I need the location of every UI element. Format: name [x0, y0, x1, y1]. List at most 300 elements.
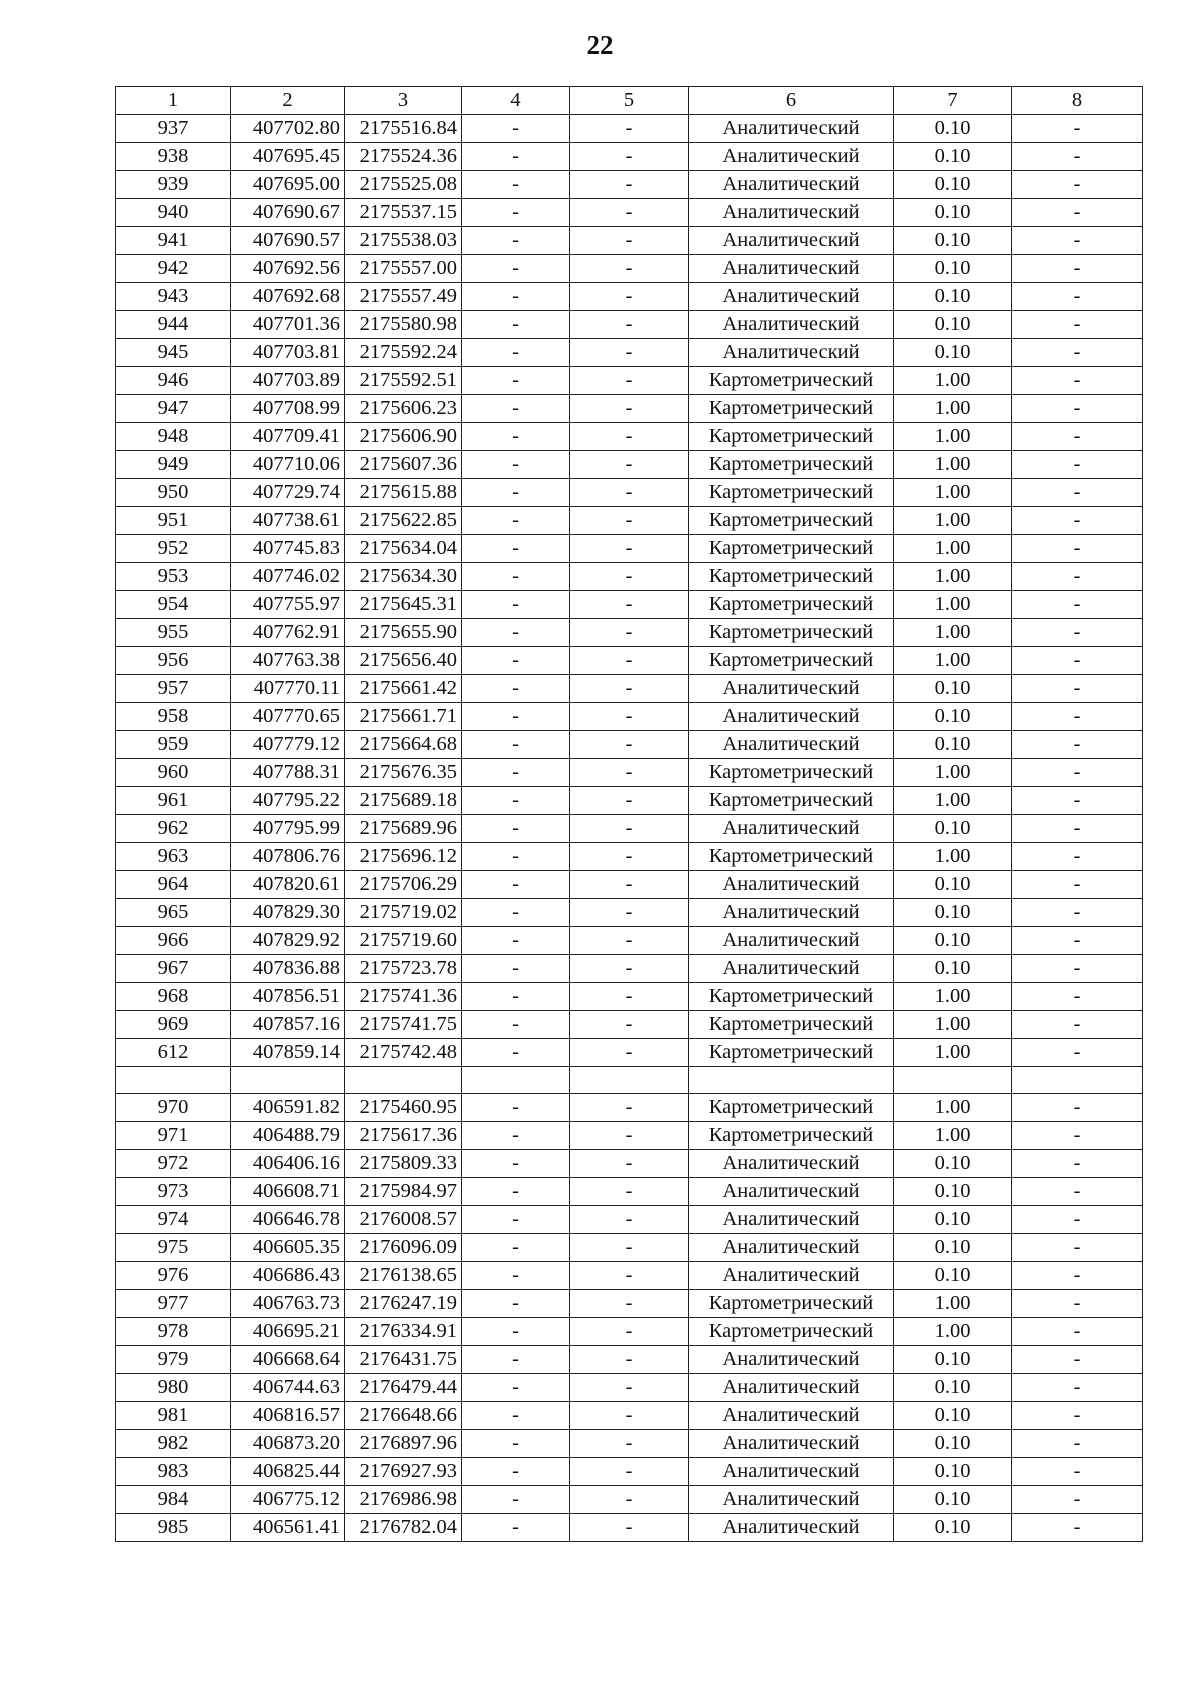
cell-coordinate-x: 407836.88: [231, 955, 345, 983]
cell-column-8: -: [1012, 115, 1143, 143]
cell-coordinate-x: 407695.00: [231, 171, 345, 199]
cell-coordinate-y: 2175661.42: [345, 675, 462, 703]
cell-column-8: -: [1012, 255, 1143, 283]
cell-column-8: -: [1012, 1430, 1143, 1458]
cell-column-8: -: [1012, 283, 1143, 311]
cell-coordinate-x: 407829.30: [231, 899, 345, 927]
table-row: [116, 983, 1143, 1011]
cell-coordinate-y: 2175676.35: [345, 759, 462, 787]
cell-column-8: -: [1012, 1374, 1143, 1402]
cell-accuracy: 0.10: [894, 143, 1012, 171]
cell-column-5: -: [570, 115, 689, 143]
cell-accuracy: 0.10: [894, 255, 1012, 283]
cell-coordinate-y: 2175460.95: [345, 1094, 462, 1122]
cell-coordinate-x: 407856.51: [231, 983, 345, 1011]
cell-method: Аналитический: [689, 1486, 894, 1514]
cell-coordinate-x: 407710.06: [231, 451, 345, 479]
cell-column-5: -: [570, 1430, 689, 1458]
cell-point-number: 975: [116, 1234, 231, 1262]
cell-accuracy: 1.00: [894, 1011, 1012, 1039]
cell-point-number: 938: [116, 143, 231, 171]
table-row: [116, 955, 1143, 983]
cell-column-8: -: [1012, 1402, 1143, 1430]
cell-method: Аналитический: [689, 1514, 894, 1542]
cell-column-4: -: [462, 647, 570, 675]
cell-coordinate-x: 407729.74: [231, 479, 345, 507]
cell-accuracy: 0.10: [894, 927, 1012, 955]
cell-method: Картометрический: [689, 759, 894, 787]
cell-point-number: 946: [116, 367, 231, 395]
cell-point-number: 981: [116, 1402, 231, 1430]
cell-accuracy: 1.00: [894, 1039, 1012, 1067]
cell-coordinate-y: 2175538.03: [345, 227, 462, 255]
cell-coordinate-x: 406695.21: [231, 1318, 345, 1346]
cell-column-5: -: [570, 1178, 689, 1206]
table-row: [116, 563, 1143, 591]
cell-coordinate-x: 406775.12: [231, 1486, 345, 1514]
cell-column-8: -: [1012, 647, 1143, 675]
cell-coordinate-y: 2175606.90: [345, 423, 462, 451]
table-row: [116, 255, 1143, 283]
cell-accuracy: 1.00: [894, 451, 1012, 479]
cell-point-number: 952: [116, 535, 231, 563]
cell-accuracy: 1.00: [894, 843, 1012, 871]
cell-coordinate-y: 2175634.04: [345, 535, 462, 563]
cell-coordinate-x: 407779.12: [231, 731, 345, 759]
cell-accuracy: 0.10: [894, 1402, 1012, 1430]
cell-column-5: -: [570, 507, 689, 535]
table-row: [116, 395, 1143, 423]
cell-column-4: -: [462, 1262, 570, 1290]
cell-point-number: 963: [116, 843, 231, 871]
cell-coordinate-x: 406406.16: [231, 1150, 345, 1178]
cell-method: Аналитический: [689, 955, 894, 983]
cell-point-number: 980: [116, 1374, 231, 1402]
cell-method: Аналитический: [689, 115, 894, 143]
cell-column-5: -: [570, 1094, 689, 1122]
cell-accuracy: 1.00: [894, 1094, 1012, 1122]
cell-coordinate-y: 2175706.29: [345, 871, 462, 899]
cell-coordinate-y: 2176247.19: [345, 1290, 462, 1318]
table-row: [116, 115, 1143, 143]
cell-point-number: 970: [116, 1094, 231, 1122]
cell-column-5: -: [570, 619, 689, 647]
cell-column-8: -: [1012, 395, 1143, 423]
table-row: [116, 283, 1143, 311]
cell-point-number: 960: [116, 759, 231, 787]
cell-point-number: 983: [116, 1458, 231, 1486]
cell-coordinate-y: 2175664.68: [345, 731, 462, 759]
cell-coordinate-y: 2175622.85: [345, 507, 462, 535]
table-row: [116, 367, 1143, 395]
table-row: [116, 1011, 1143, 1039]
table-row: [116, 1290, 1143, 1318]
cell-point-number: 976: [116, 1262, 231, 1290]
cell-column-8: [1012, 1067, 1143, 1094]
cell-column-4: -: [462, 1430, 570, 1458]
cell-coordinate-x: 406608.71: [231, 1178, 345, 1206]
cell-coordinate-x: 407701.36: [231, 311, 345, 339]
cell-column-8: -: [1012, 367, 1143, 395]
cell-column-4: -: [462, 787, 570, 815]
table-body: [116, 115, 1143, 1542]
cell-point-number: 940: [116, 199, 231, 227]
cell-column-4: -: [462, 871, 570, 899]
cell-column-4: -: [462, 1374, 570, 1402]
cell-point-number: 948: [116, 423, 231, 451]
cell-column-5: -: [570, 1011, 689, 1039]
cell-column-4: -: [462, 1011, 570, 1039]
table-row: [116, 731, 1143, 759]
cell-coordinate-y: 2175719.02: [345, 899, 462, 927]
cell-point-number: 984: [116, 1486, 231, 1514]
cell-coordinate-x: 407692.56: [231, 255, 345, 283]
cell-column-5: -: [570, 731, 689, 759]
cell-accuracy: 0.10: [894, 311, 1012, 339]
cell-coordinate-y: 2176897.96: [345, 1430, 462, 1458]
cell-accuracy: 0.10: [894, 1206, 1012, 1234]
cell-accuracy: 0.10: [894, 703, 1012, 731]
cell-method: Картометрический: [689, 1039, 894, 1067]
cell-column-5: -: [570, 143, 689, 171]
cell-point-number: 944: [116, 311, 231, 339]
cell-coordinate-x: 406825.44: [231, 1458, 345, 1486]
cell-column-4: -: [462, 927, 570, 955]
table-row: [116, 171, 1143, 199]
cell-method: Аналитический: [689, 815, 894, 843]
cell-point-number: 959: [116, 731, 231, 759]
table-row: [116, 1458, 1143, 1486]
cell-point-number: 955: [116, 619, 231, 647]
cell-accuracy: [894, 1067, 1012, 1094]
cell-column-4: -: [462, 1094, 570, 1122]
table-header-row: [116, 87, 1143, 115]
table-row: [116, 1122, 1143, 1150]
cell-coordinate-x: 406744.63: [231, 1374, 345, 1402]
cell-column-5: -: [570, 1514, 689, 1542]
cell-coordinate-x: 407762.91: [231, 619, 345, 647]
cell-coordinate-y: 2176334.91: [345, 1318, 462, 1346]
cell-point-number: 945: [116, 339, 231, 367]
table-row: [116, 619, 1143, 647]
cell-accuracy: 1.00: [894, 395, 1012, 423]
cell-column-5: -: [570, 647, 689, 675]
cell-method: Аналитический: [689, 1458, 894, 1486]
cell-column-4: -: [462, 171, 570, 199]
cell-coordinate-y: 2175516.84: [345, 115, 462, 143]
cell-column-8: -: [1012, 675, 1143, 703]
cell-coordinate-y: 2176648.66: [345, 1402, 462, 1430]
cell-column-8: -: [1012, 1346, 1143, 1374]
cell-method: Картометрический: [689, 1011, 894, 1039]
cell-column-8: -: [1012, 759, 1143, 787]
cell-column-5: -: [570, 1206, 689, 1234]
cell-accuracy: 0.10: [894, 1486, 1012, 1514]
table-row: [116, 143, 1143, 171]
cell-column-5: -: [570, 983, 689, 1011]
cell-accuracy: 0.10: [894, 1458, 1012, 1486]
cell-accuracy: 0.10: [894, 1262, 1012, 1290]
table-row: [116, 1486, 1143, 1514]
cell-coordinate-y: 2175655.90: [345, 619, 462, 647]
cell-column-8: -: [1012, 1458, 1143, 1486]
cell-coordinate-x: 407702.80: [231, 115, 345, 143]
cell-coordinate-y: 2175656.40: [345, 647, 462, 675]
cell-method: Картометрический: [689, 591, 894, 619]
table-row: [116, 1039, 1143, 1067]
cell-coordinate-y: 2175617.36: [345, 1122, 462, 1150]
cell-coordinate-x: 407795.99: [231, 815, 345, 843]
cell-accuracy: 1.00: [894, 1318, 1012, 1346]
cell-method: Аналитический: [689, 283, 894, 311]
cell-accuracy: 1.00: [894, 423, 1012, 451]
cell-column-4: -: [462, 983, 570, 1011]
column-header: 1: [116, 87, 231, 115]
cell-column-8: -: [1012, 787, 1143, 815]
cell-accuracy: 0.10: [894, 1150, 1012, 1178]
cell-method: Картометрический: [689, 1318, 894, 1346]
cell-accuracy: 0.10: [894, 199, 1012, 227]
cell-column-8: -: [1012, 1234, 1143, 1262]
cell-point-number: [116, 1067, 231, 1094]
cell-column-5: -: [570, 1318, 689, 1346]
cell-column-5: -: [570, 1122, 689, 1150]
cell-coordinate-x: 406591.82: [231, 1094, 345, 1122]
cell-accuracy: 0.10: [894, 675, 1012, 703]
cell-column-8: -: [1012, 1150, 1143, 1178]
cell-coordinate-y: 2175525.08: [345, 171, 462, 199]
table-row: [116, 1206, 1143, 1234]
cell-coordinate-y: 2175742.48: [345, 1039, 462, 1067]
cell-column-5: -: [570, 255, 689, 283]
cell-column-8: -: [1012, 199, 1143, 227]
cell-column-5: -: [570, 759, 689, 787]
cell-column-8: -: [1012, 815, 1143, 843]
cell-method: Картометрический: [689, 563, 894, 591]
column-header: 3: [345, 87, 462, 115]
cell-column-5: -: [570, 1262, 689, 1290]
cell-column-8: -: [1012, 871, 1143, 899]
cell-column-4: -: [462, 675, 570, 703]
cell-column-4: -: [462, 227, 570, 255]
cell-method: Картометрический: [689, 423, 894, 451]
cell-column-8: -: [1012, 1039, 1143, 1067]
cell-column-8: -: [1012, 591, 1143, 619]
cell-coordinate-y: [345, 1067, 462, 1094]
cell-column-4: -: [462, 1178, 570, 1206]
cell-coordinate-y: 2175634.30: [345, 563, 462, 591]
table-row: [116, 647, 1143, 675]
cell-column-8: -: [1012, 143, 1143, 171]
cell-method: Картометрический: [689, 535, 894, 563]
column-header: 7: [894, 87, 1012, 115]
cell-accuracy: 1.00: [894, 983, 1012, 1011]
cell-coordinate-y: 2176986.98: [345, 1486, 462, 1514]
cell-column-5: -: [570, 843, 689, 871]
cell-accuracy: 0.10: [894, 339, 1012, 367]
cell-column-4: -: [462, 535, 570, 563]
table-row: [116, 871, 1143, 899]
cell-column-4: -: [462, 1458, 570, 1486]
cell-column-4: -: [462, 1318, 570, 1346]
cell-column-4: -: [462, 1206, 570, 1234]
cell-column-5: -: [570, 1039, 689, 1067]
cell-column-5: -: [570, 1486, 689, 1514]
cell-column-8: -: [1012, 563, 1143, 591]
cell-method: Аналитический: [689, 311, 894, 339]
cell-coordinate-x: 407690.67: [231, 199, 345, 227]
cell-column-5: -: [570, 955, 689, 983]
cell-column-8: -: [1012, 1011, 1143, 1039]
cell-column-4: -: [462, 339, 570, 367]
cell-method: Аналитический: [689, 899, 894, 927]
cell-point-number: 982: [116, 1430, 231, 1458]
cell-coordinate-x: 406561.41: [231, 1514, 345, 1542]
table-row: [116, 843, 1143, 871]
cell-column-5: -: [570, 703, 689, 731]
cell-coordinate-x: 407708.99: [231, 395, 345, 423]
cell-coordinate-y: 2175689.96: [345, 815, 462, 843]
cell-accuracy: 0.10: [894, 171, 1012, 199]
cell-column-8: -: [1012, 927, 1143, 955]
cell-point-number: 969: [116, 1011, 231, 1039]
cell-coordinate-x: 406646.78: [231, 1206, 345, 1234]
cell-column-5: -: [570, 479, 689, 507]
cell-column-4: -: [462, 815, 570, 843]
cell-accuracy: 0.10: [894, 115, 1012, 143]
cell-column-4: -: [462, 591, 570, 619]
cell-point-number: 964: [116, 871, 231, 899]
cell-point-number: 962: [116, 815, 231, 843]
cell-column-4: -: [462, 563, 570, 591]
table-row: [116, 311, 1143, 339]
cell-point-number: 971: [116, 1122, 231, 1150]
cell-column-4: -: [462, 451, 570, 479]
cell-column-8: -: [1012, 1262, 1143, 1290]
cell-coordinate-y: 2176096.09: [345, 1234, 462, 1262]
cell-coordinate-x: 407746.02: [231, 563, 345, 591]
cell-coordinate-x: 407763.38: [231, 647, 345, 675]
cell-point-number: 967: [116, 955, 231, 983]
cell-accuracy: 0.10: [894, 283, 1012, 311]
cell-column-4: [462, 1067, 570, 1094]
table-row: [116, 1430, 1143, 1458]
cell-coordinate-x: 407703.89: [231, 367, 345, 395]
cell-point-number: 968: [116, 983, 231, 1011]
cell-column-4: -: [462, 955, 570, 983]
cell-accuracy: 0.10: [894, 1234, 1012, 1262]
cell-column-4: -: [462, 1039, 570, 1067]
column-header: 8: [1012, 87, 1143, 115]
cell-point-number: 941: [116, 227, 231, 255]
cell-column-5: -: [570, 675, 689, 703]
cell-column-8: -: [1012, 1486, 1143, 1514]
cell-coordinate-x: 407745.83: [231, 535, 345, 563]
table-row: [116, 703, 1143, 731]
cell-accuracy: 0.10: [894, 899, 1012, 927]
cell-column-8: -: [1012, 1514, 1143, 1542]
cell-coordinate-y: 2175537.15: [345, 199, 462, 227]
cell-coordinate-y: 2175809.33: [345, 1150, 462, 1178]
cell-point-number: 973: [116, 1178, 231, 1206]
table-row: [116, 1094, 1143, 1122]
column-header: 4: [462, 87, 570, 115]
cell-column-5: -: [570, 1402, 689, 1430]
cell-column-4: -: [462, 619, 570, 647]
cell-accuracy: 1.00: [894, 1122, 1012, 1150]
cell-accuracy: 1.00: [894, 1290, 1012, 1318]
cell-point-number: 979: [116, 1346, 231, 1374]
cell-method: Аналитический: [689, 675, 894, 703]
cell-method: Картометрический: [689, 451, 894, 479]
cell-coordinate-y: 2175645.31: [345, 591, 462, 619]
cell-coordinate-y: 2175719.60: [345, 927, 462, 955]
table-row: [116, 199, 1143, 227]
cell-coordinate-y: 2175696.12: [345, 843, 462, 871]
cell-accuracy: 1.00: [894, 367, 1012, 395]
cell-coordinate-y: 2175557.00: [345, 255, 462, 283]
cell-point-number: 977: [116, 1290, 231, 1318]
cell-method: Аналитический: [689, 1346, 894, 1374]
cell-column-5: -: [570, 423, 689, 451]
cell-coordinate-x: 407755.97: [231, 591, 345, 619]
cell-column-8: -: [1012, 1178, 1143, 1206]
cell-method: Аналитический: [689, 199, 894, 227]
column-header: 2: [231, 87, 345, 115]
cell-method: Аналитический: [689, 1430, 894, 1458]
cell-column-8: -: [1012, 507, 1143, 535]
cell-method: [689, 1067, 894, 1094]
table-row: [116, 1346, 1143, 1374]
table-row: [116, 1374, 1143, 1402]
cell-point-number: 965: [116, 899, 231, 927]
cell-coordinate-y: 2176927.93: [345, 1458, 462, 1486]
cell-column-8: -: [1012, 619, 1143, 647]
cell-coordinate-x: 407703.81: [231, 339, 345, 367]
cell-method: Аналитический: [689, 1206, 894, 1234]
cell-point-number: 956: [116, 647, 231, 675]
page-number: 22: [586, 30, 614, 60]
table-row: [116, 1150, 1143, 1178]
table-row: [116, 1234, 1143, 1262]
cell-column-8: -: [1012, 1094, 1143, 1122]
cell-column-8: -: [1012, 535, 1143, 563]
cell-column-5: -: [570, 395, 689, 423]
cell-coordinate-y: 2175524.36: [345, 143, 462, 171]
cell-coordinate-x: 407795.22: [231, 787, 345, 815]
cell-accuracy: 1.00: [894, 591, 1012, 619]
cell-column-4: -: [462, 395, 570, 423]
cell-point-number: 972: [116, 1150, 231, 1178]
cell-column-8: -: [1012, 1122, 1143, 1150]
cell-coordinate-x: 407695.45: [231, 143, 345, 171]
table-row: [116, 787, 1143, 815]
cell-method: Аналитический: [689, 143, 894, 171]
cell-accuracy: 0.10: [894, 731, 1012, 759]
cell-column-8: -: [1012, 339, 1143, 367]
cell-accuracy: 1.00: [894, 563, 1012, 591]
cell-column-5: -: [570, 283, 689, 311]
cell-coordinate-x: 406873.20: [231, 1430, 345, 1458]
cell-column-4: -: [462, 1486, 570, 1514]
table-row: [116, 1514, 1143, 1542]
cell-point-number: 937: [116, 115, 231, 143]
cell-point-number: 961: [116, 787, 231, 815]
cell-point-number: 957: [116, 675, 231, 703]
cell-coordinate-y: 2175592.24: [345, 339, 462, 367]
table-row: [116, 1178, 1143, 1206]
cell-coordinate-y: 2175592.51: [345, 367, 462, 395]
